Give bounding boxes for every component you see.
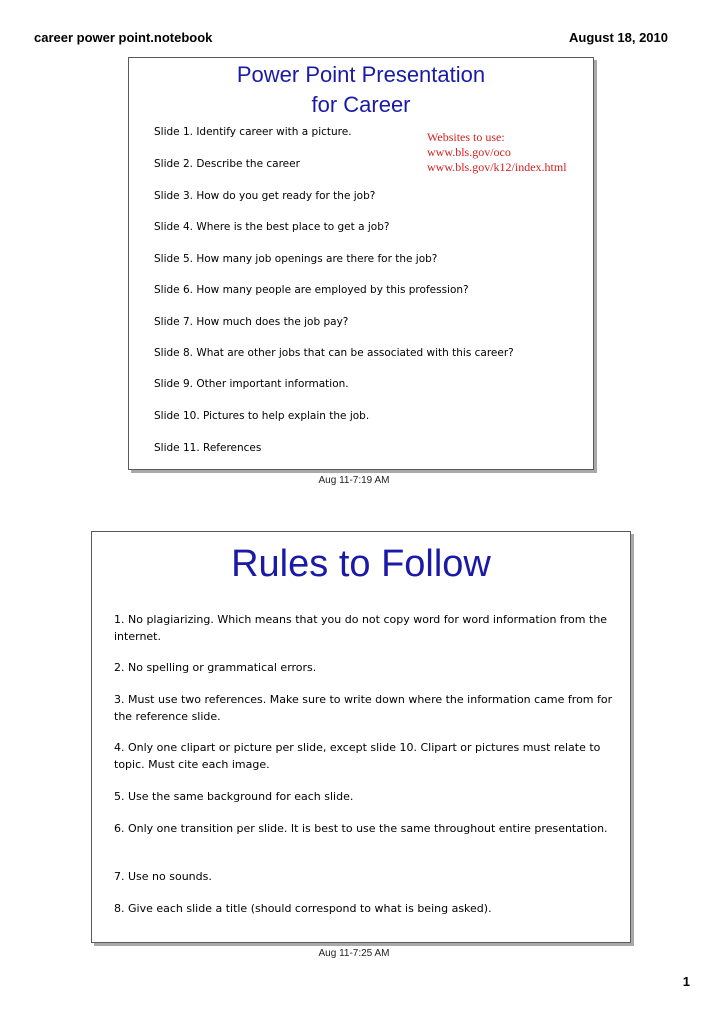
rule-item: 8. Give each slide a title (should correspond to what is being asked). [114,902,492,915]
rule-item: 5. Use the same background for each slide. [114,790,354,803]
outline-item: Slide 6. How many people are employed by this profession? [154,284,469,296]
slide-career-outline [128,57,594,470]
rule-item: 1. No plagiarizing. Which means that you do not copy word for word information from the internet. [114,613,608,643]
rule-item: 4. Only one clipart or picture per slide, except slide 10. Clipart or pictures must relate to topic. Must cite each image. [114,741,601,771]
outline-item: Slide 9. Other important information. [154,378,349,390]
outline-item: Slide 8. What are other jobs that can be associated with this career? [154,347,514,359]
outline-item: Slide 11. References [154,442,262,454]
outline-item: Slide 1. Identify career with a picture. [154,126,352,138]
websites-label: Websites to use: [427,130,505,144]
slide-timestamp: Aug 11-7:25 AM [318,948,390,959]
outline-item: Slide 4. Where is the best place to get a job? [154,221,390,233]
outline-item: Slide 2. Describe the career [154,158,300,170]
outline-item: Slide 5. How many job openings are there for the job? [154,253,438,265]
slide-timestamp: Aug 11-7:19 AM [318,475,390,486]
notebook-filename: career power point.notebook [34,30,213,45]
rule-item: 6. Only one transition per slide. It is best to use the same throughout entire presentation. [114,822,608,835]
rule-item: 3. Must use two references. Make sure to write down where the information came from for the reference slide. [114,693,613,723]
slide-rules [91,531,631,943]
rule-item: 2. No spelling or grammatical errors. [114,661,317,674]
slide-title-line1: Power Point Presentation [236,62,486,87]
slide-title: Rules to Follow [231,543,491,585]
page-date: August 18, 2010 [569,30,668,45]
page-number: 1 [682,974,690,989]
website-link[interactable]: www.bls.gov/k12/index.html [427,160,567,174]
outline-item: Slide 7. How much does the job pay? [154,316,349,328]
slide-title-line2: for Career [311,92,411,117]
outline-item: Slide 10. Pictures to help explain the job. [154,410,370,422]
rule-item: 7. Use no sounds. [114,870,212,883]
outline-item: Slide 3. How do you get ready for the job? [154,190,376,202]
website-link[interactable]: www.bls.gov/oco [427,145,511,159]
